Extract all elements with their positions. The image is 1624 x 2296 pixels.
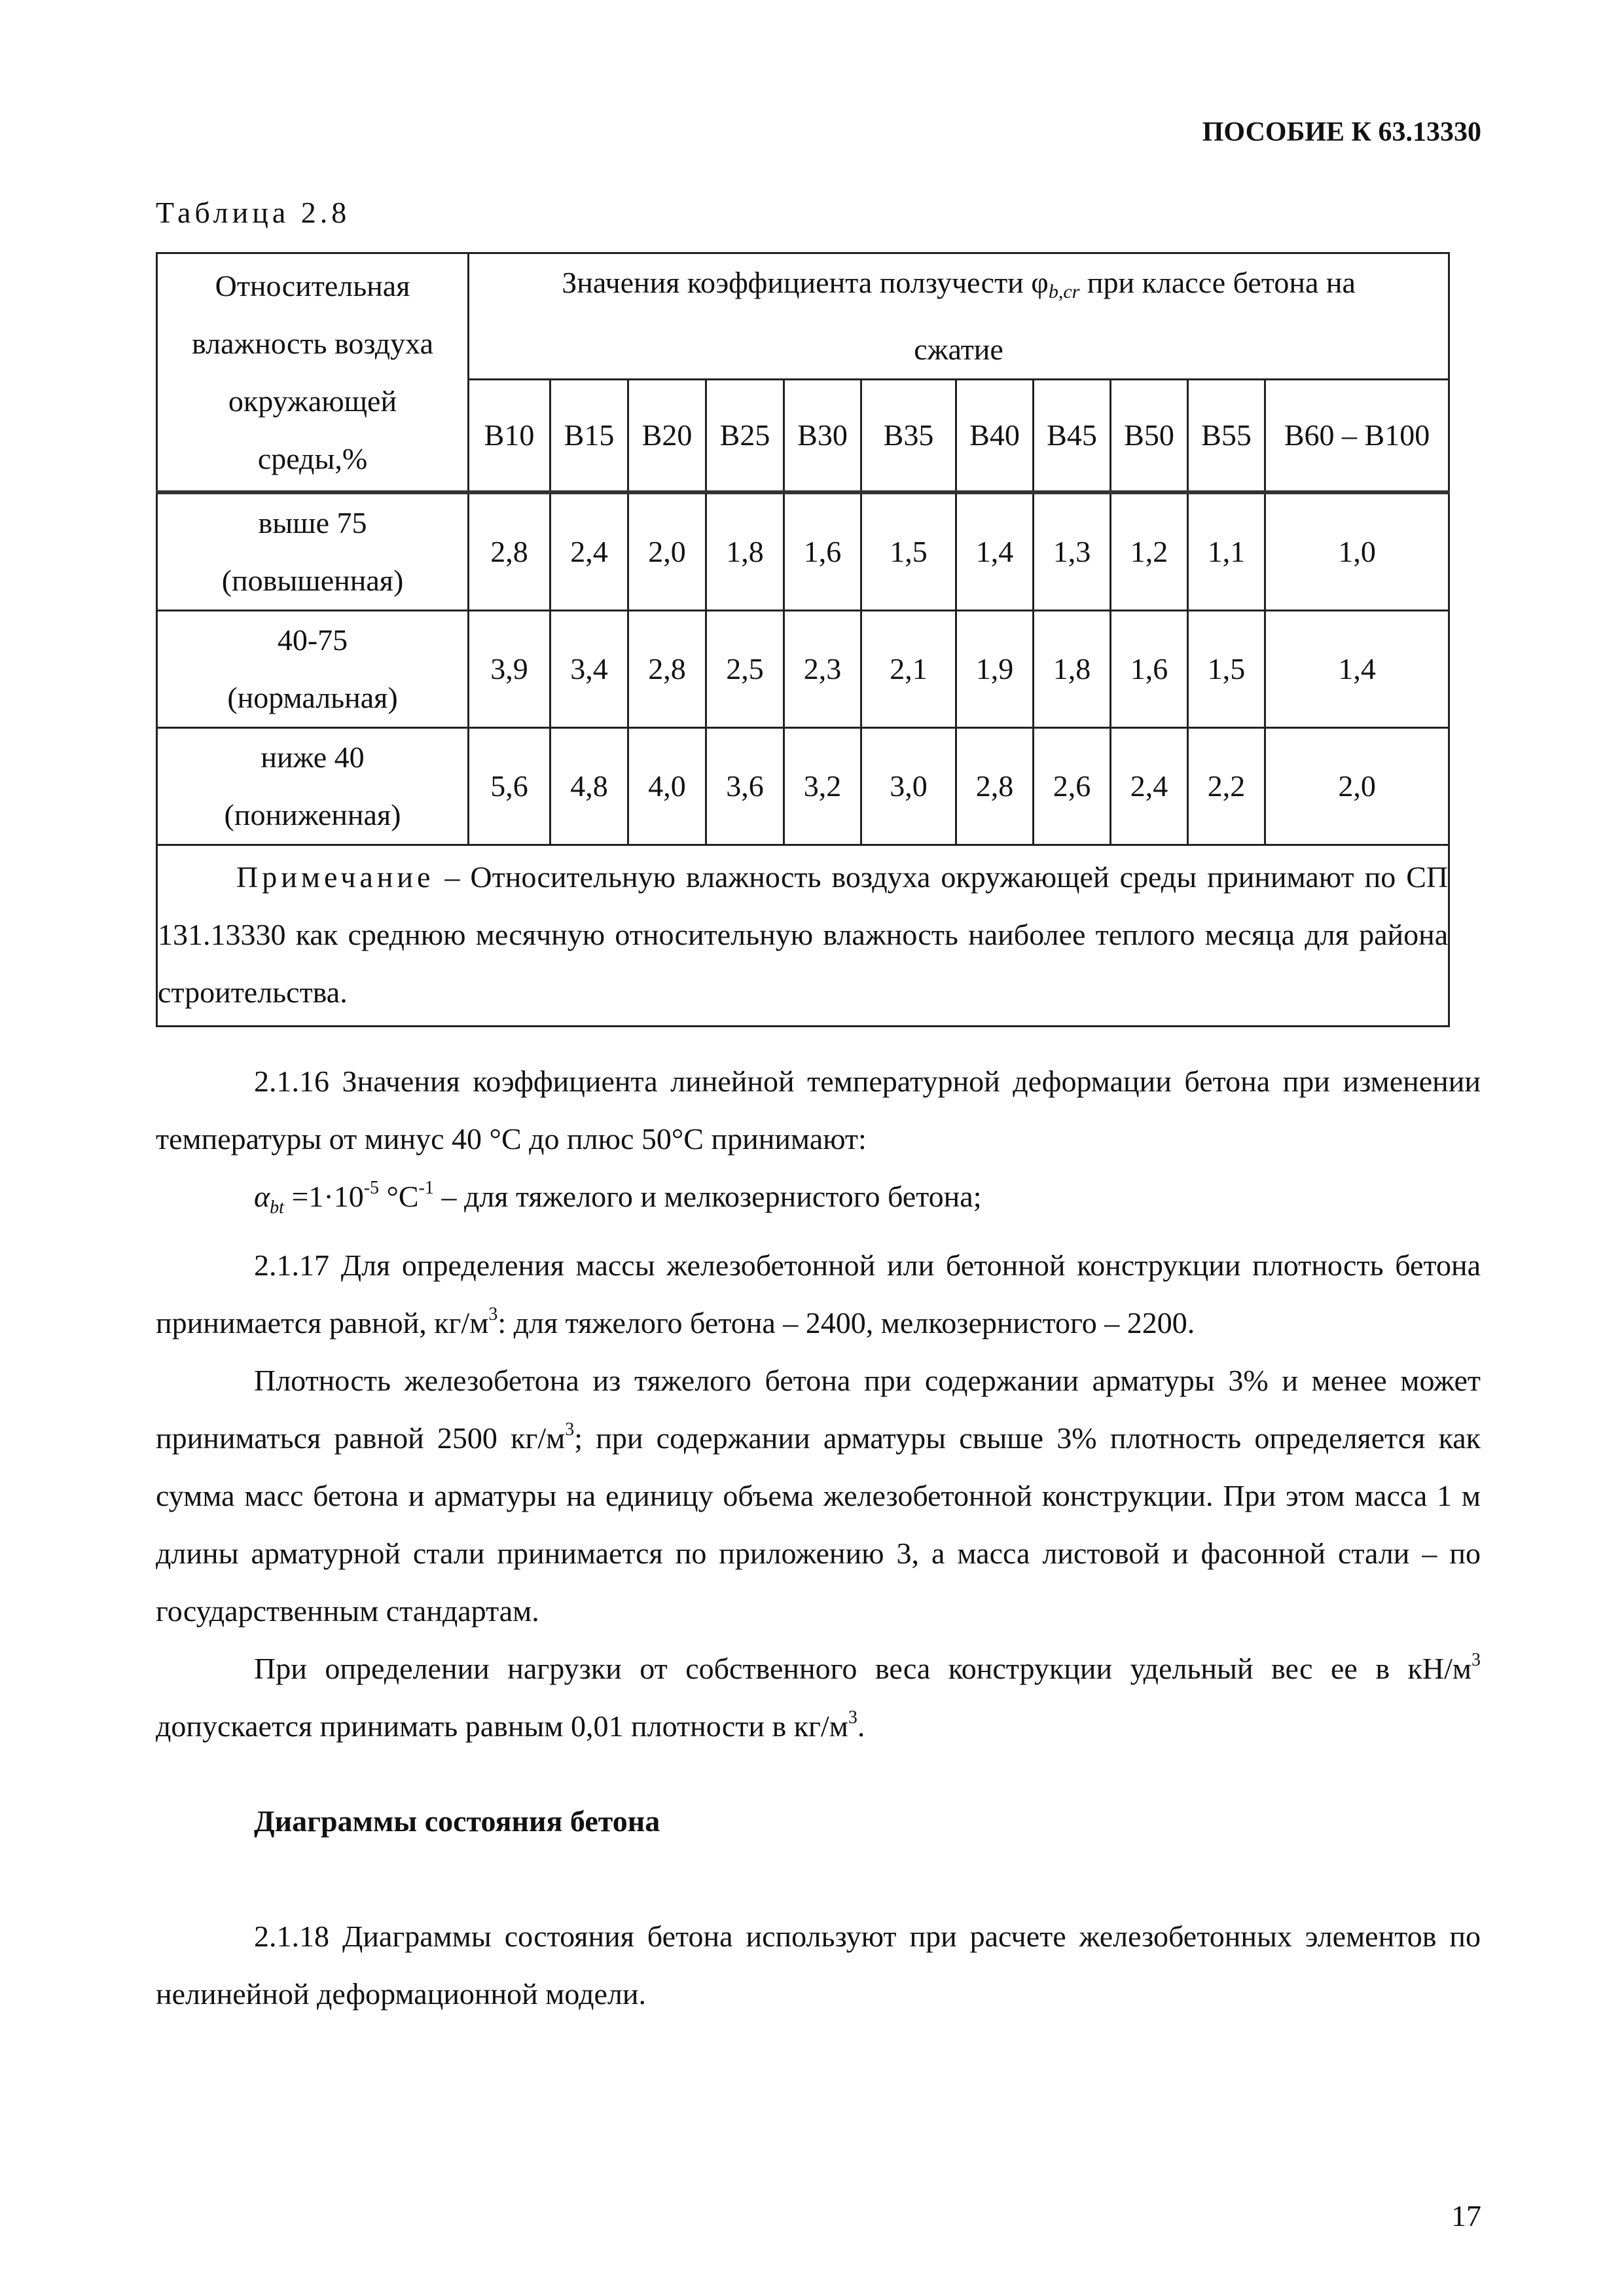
table-cell: 1,6 (784, 492, 861, 611)
row-header-line: окружающей (228, 384, 397, 418)
group-header-cell (469, 253, 1449, 380)
alpha-exponent: -5 (363, 1178, 380, 1198)
table-caption: Таблица 2.8 (156, 196, 351, 229)
table-cell: 1,3 (1034, 492, 1111, 611)
table-cell: 5,6 (469, 728, 550, 845)
table-cell: 1,2 (1111, 492, 1188, 611)
table-cell: 2,0 (1265, 728, 1449, 845)
alpha-unit: °С (379, 1180, 419, 1213)
body-text-2 (156, 1908, 1481, 2023)
table-row (157, 728, 1449, 845)
row-label (157, 611, 469, 728)
p3-exp: 3 (488, 1304, 498, 1325)
table-cell: 2,4 (1111, 728, 1188, 845)
p5-text-b: допускается принимать равным 0,01 плотности в кг/м (156, 1709, 848, 1743)
p3-text-b: : для тяжелого бетона – 2400, мелкозернистого – 2200. (497, 1306, 1195, 1340)
body-text (156, 1053, 1481, 1755)
table-cell: 3,4 (550, 611, 628, 728)
table-cell: 2,3 (784, 611, 861, 728)
note-text: – Относительную влажность воздуха окружающей среды принимают по СП 131.13330 как среднюю месячную относительную влажность наиболее теплого месяца для района строительства. (158, 860, 1449, 1009)
p5-exp2: 3 (848, 1707, 857, 1728)
class-header: B45 (1034, 380, 1111, 493)
table-cell: 1,5 (1188, 611, 1265, 728)
row-label-line: 40-75 (277, 623, 348, 657)
note-label: Примечание (236, 860, 435, 894)
table-cell: 1,8 (706, 492, 784, 611)
table-row (157, 611, 1449, 728)
p4-exp: 3 (565, 1419, 575, 1440)
table-cell: 4,8 (550, 728, 628, 845)
table-cell: 1,5 (861, 492, 956, 611)
table-note (157, 845, 1449, 1027)
table-cell: 2,2 (1188, 728, 1265, 845)
table-cell: 3,0 (861, 728, 956, 845)
class-header: B50 (1111, 380, 1188, 493)
table-cell: 1,4 (1265, 611, 1449, 728)
table-cell: 2,1 (861, 611, 956, 728)
row-label (157, 492, 469, 611)
group-header-line-2: сжатие (914, 333, 1003, 366)
class-header: B60 – B100 (1265, 380, 1449, 493)
table-cell: 1,8 (1034, 611, 1111, 728)
table-row (157, 492, 1449, 611)
table-cell: 1,6 (1111, 611, 1188, 728)
paragraph-density (156, 1352, 1481, 1640)
class-header: B55 (1188, 380, 1265, 493)
table-cell: 2,5 (706, 611, 784, 728)
table-cell: 2,8 (469, 492, 550, 611)
class-header: B25 (706, 380, 784, 493)
table-cell: 2,4 (550, 492, 628, 611)
p3-text-a: 2.1.17 Для определения массы железобетонной или бетонной конструкции плотность бетона принимается равной, кг/м (156, 1248, 1481, 1340)
page-number: 17 (1451, 2199, 1481, 2232)
paragraph-2-1-17 (156, 1237, 1481, 1352)
table-cell: 4,0 (628, 728, 706, 845)
class-header: B35 (861, 380, 956, 493)
row-header-cell (157, 253, 469, 493)
row-header-line: Относительная (215, 268, 410, 302)
table-cell: 2,8 (628, 611, 706, 728)
group-header-line-1 (469, 254, 1448, 321)
paragraph-2-1-18: 2.1.18 Диаграммы состояния бетона используют при расчете железобетонных элементов по нелинейной деформационной модели. (156, 1920, 1481, 2011)
table-cell: 2,8 (956, 728, 1034, 845)
paragraph-2-1-16: 2.1.16 Значения коэффициента линейной температурной деформации бетона при изменении температуры от минус 40 °С до плюс 50°С принимают: (156, 1065, 1481, 1156)
alpha-subscript: bt (270, 1197, 284, 1218)
group-header-text: Значения коэффициента ползучести φ (562, 266, 1049, 299)
class-header: B20 (628, 380, 706, 493)
class-header: B10 (469, 380, 550, 493)
p5-text-a: При определении нагрузки от собственного веса конструкции удельный вес ее в кН/м (254, 1652, 1471, 1686)
table-cell: 1,9 (956, 611, 1034, 728)
p5-exp: 3 (1471, 1650, 1481, 1671)
alpha-unit-exponent: -1 (418, 1178, 434, 1198)
paragraph-self-weight (156, 1640, 1481, 1755)
row-header-line: влажность воздуха (192, 326, 433, 360)
table-cell: 2,0 (628, 492, 706, 611)
class-header: B15 (550, 380, 628, 493)
running-header: ПОСОБИЕ К 63.13330 (1202, 117, 1481, 147)
group-header-text-2: при классе бетона на (1079, 266, 1356, 299)
row-label-line: выше 75 (258, 506, 367, 539)
phi-subscript: b,cr (1048, 281, 1080, 302)
class-header: B30 (784, 380, 861, 493)
row-label-line: (повышенная) (221, 564, 404, 597)
table-cell: 1,0 (1265, 492, 1449, 611)
row-label-line: (нормальная) (227, 681, 398, 714)
table-cell: 3,9 (469, 611, 550, 728)
formula-alpha-bt (156, 1168, 1481, 1237)
table-cell: 1,1 (1188, 492, 1265, 611)
section-title: Диаграммы состояния бетона (254, 1804, 660, 1838)
table-cell: 2,6 (1034, 728, 1111, 845)
p4-text-b: ; при содержании арматуры свыше 3% плотность определяется как сумма масс бетона и арматуры на единицу объема железобетонной конструкции. При этом масса 1 м длины арматурной стали принимается по приложению 3, а масса листовой и фасонной стали – по государственным стандартам. (156, 1421, 1481, 1628)
table-cell: 3,2 (784, 728, 861, 845)
section (156, 1793, 1481, 1850)
row-header-line: среды,% (257, 441, 368, 475)
p5-text-c: . (857, 1709, 865, 1743)
row-label-line: ниже 40 (261, 740, 365, 774)
alpha-symbol: α (254, 1180, 270, 1213)
row-label (157, 728, 469, 845)
table-cell: 3,6 (706, 728, 784, 845)
p4-text-a: Плотность железобетона из тяжелого бетона при содержании арматуры 3% и менее может приниматься равной 2500 кг/м (156, 1364, 1481, 1455)
class-header: B40 (956, 380, 1034, 493)
creep-coefficient-table (156, 252, 1450, 1027)
alpha-description: – для тяжелого и мелкозернистого бетона; (433, 1180, 982, 1213)
table-cell: 1,4 (956, 492, 1034, 611)
row-label-line: (пониженная) (224, 798, 401, 831)
alpha-value: =1·10 (283, 1180, 364, 1213)
